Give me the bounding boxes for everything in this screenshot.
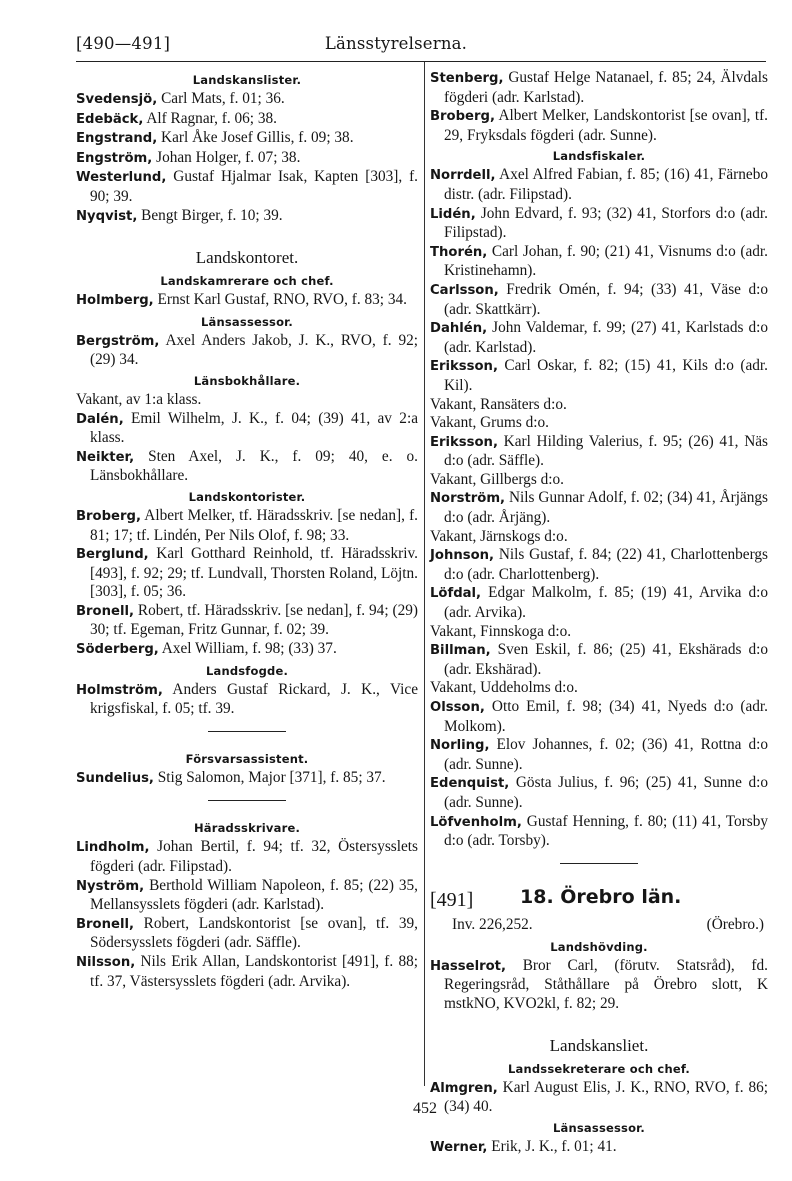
person-surname: Norling, — [430, 738, 490, 754]
section-heading: Landskanslister. — [192, 73, 302, 87]
person-entry — [430, 281, 768, 319]
person-surname: Engstrand, — [76, 131, 158, 147]
person-surname: Billman, — [430, 643, 491, 659]
person-surname: Westerlund, — [76, 170, 167, 186]
person-surname: Broberg, — [430, 109, 495, 125]
entry-text: Bengt Birger, f. 10; 39. — [137, 206, 283, 224]
section-heading: Landsfiskaler. — [552, 149, 646, 164]
person-entry — [430, 396, 768, 415]
entry-text: Stig Salomon, Major [371], f. 85; 37. — [153, 768, 386, 786]
entry-text: Vakant, Gillbergs d:o. — [430, 470, 564, 488]
entry-text: Edgar Malkolm, f. 85; (19) 41, Arvika d:o (adr. Arvika). — [444, 584, 768, 622]
entry-text: Vakant, Ransäters d:o. — [430, 395, 567, 413]
person-entry — [430, 107, 768, 145]
person-entry — [430, 528, 768, 547]
person-surname: Broberg, — [76, 508, 141, 524]
entry-text: Erik, J. K., f. 01; 41. — [487, 1137, 617, 1155]
person-entry — [430, 489, 768, 527]
entry-text: Vakant, Uddeholms d:o. — [430, 679, 578, 697]
entry-text: Robert, tf. Häradsskriv. [se nedan], f. 94; (29) 30; tf. Egeman, Fritz Gunnar, f. 02; 39. — [90, 601, 418, 639]
person-entry — [430, 584, 768, 622]
person-surname: Nyström, — [76, 878, 145, 894]
person-surname: Johnson, — [430, 548, 495, 564]
person-surname: Söderberg, — [76, 642, 159, 658]
person-surname: Nyqvist, — [76, 208, 138, 224]
entry-text: Bror Carl, (förutv. Statsråd), fd. Regeringsråd, Ståthållare på Örebro slott, K mstkNO, KVO2kl, f. 82; 29. — [444, 956, 768, 1012]
left-column — [76, 69, 418, 991]
entry-text: John Edvard, f. 93; (32) 41, Storfors d:o (adr. Filipstad). — [444, 204, 768, 242]
county-page-ref: [491] — [430, 888, 474, 911]
person-surname: Dahlén, — [430, 321, 488, 337]
entry-text: Albert Melker, Landskontorist [se ovan], tf. 29, Fryksdals fögderi (adr. Sunne). — [444, 107, 768, 144]
entry-text: Axel Anders Jakob, J. K., RVO, f. 92; (29) 34. — [90, 331, 418, 369]
entry-text: Vakant, Finnskoga d:o. — [430, 622, 572, 640]
entry-text: Ernst Karl Gustaf, RNO, RVO, f. 83; 34. — [153, 291, 407, 309]
column-divider — [424, 62, 425, 1086]
entry-text: Vakant, Järnskogs d:o. — [430, 527, 568, 545]
entry-text: Anders Gustaf Rickard, J. K., Vice krigsfiskal, f. 05; tf. 39. — [90, 680, 418, 718]
person-entry — [76, 507, 418, 545]
entry-text: Berthold William Napoleon, f. 85; (22) 35, Mellansysslets fögderi (adr. Karlstad). — [90, 876, 418, 914]
entry-text: Nils Erik Allan, Landskontorist [491], f. 88; tf. 37, Västersysslets fögderi (adr. Arvika). — [90, 953, 418, 990]
person-entry — [76, 168, 418, 206]
entry-text: Otto Emil, f. 98; (34) 41, Nyeds d:o (adr. Molkom). — [444, 698, 768, 735]
section-heading: Länsbokhållare. — [193, 373, 301, 388]
county-population — [430, 916, 768, 936]
person-entry — [76, 877, 418, 915]
person-surname: Bergström, — [76, 333, 160, 349]
entry-text: Emil Wilhelm, J. K., f. 04; (39) 41, av 2:a klass. — [90, 409, 418, 447]
person-entry — [430, 1138, 768, 1158]
section-heading: Landsfogde. — [205, 663, 289, 678]
person-surname: Bronell, — [76, 603, 134, 619]
county-title: 18. Örebro län. — [520, 885, 682, 908]
person-entry — [76, 391, 418, 410]
person-entry — [76, 915, 418, 953]
person-surname: Lindholm, — [76, 840, 150, 856]
section-rule — [560, 863, 638, 864]
person-entry — [76, 953, 418, 991]
entry-text: Gustaf Helge Natanael, f. 85; 24, Älvdals fögderi (adr. Karlstad). — [444, 69, 768, 106]
entry-text: Elov Johannes, f. 02; (36) 41, Rottna d:o (adr. Sunne). — [444, 736, 768, 773]
entry-text: Axel Alfred Fabian, f. 85; (16) 41, Färnebo distr. (adr. Filipstad). — [444, 166, 768, 203]
section-heading: Landshövding. — [550, 939, 648, 954]
person-surname: Sundelius, — [76, 770, 154, 786]
person-entry — [430, 957, 768, 1014]
entry-text: Johan Bertil, f. 94; tf. 32, Östersysslets fögderi (adr. Filipstad). — [90, 838, 418, 876]
person-surname: Thorén, — [430, 244, 488, 260]
page-number: 452 — [413, 1100, 437, 1117]
section-rule — [208, 800, 286, 801]
person-entry — [76, 149, 418, 169]
person-surname: Almgren, — [430, 1080, 498, 1096]
person-entry — [430, 357, 768, 395]
office-heading: Landskontoret. — [195, 248, 299, 268]
person-surname: Löfvenholm, — [430, 814, 522, 830]
person-surname: Olsson, — [430, 700, 485, 715]
section-rule — [208, 731, 286, 732]
entry-text: John Valdemar, f. 99; (27) 41, Karlstads d:o (adr. Karlstad). — [444, 319, 768, 356]
person-surname: Eriksson, — [430, 434, 498, 450]
section-heading: Häradsskrivare. — [193, 821, 301, 836]
entry-text: Albert Melker, tf. Häradsskriv. [se nedan], f. 81; 17; tf. Lindén, Per Nils Olof, f. 98; 33. — [90, 506, 418, 544]
section-heading: Landskontorister. — [188, 489, 306, 504]
entry-text: Sven Eskil, f. 86; (25) 41, Ekshärads d:o (adr. Ekshärad). — [444, 641, 768, 678]
person-surname: Neikter, — [76, 449, 135, 465]
person-entry — [430, 414, 768, 433]
person-entry — [430, 433, 768, 471]
entry-text: Johan Holger, f. 07; 38. — [152, 148, 301, 166]
person-surname: Norrdell, — [430, 168, 496, 184]
person-entry — [76, 410, 418, 448]
entry-text: Carl Mats, f. 01; 36. — [157, 90, 285, 107]
person-entry — [76, 207, 418, 227]
section-heading: Länsassessor. — [553, 1120, 645, 1135]
person-surname: Edenquist, — [430, 776, 510, 792]
entry-text: Carl Oskar, f. 82; (15) 41, Kils d:o (adr. Kil). — [444, 357, 768, 394]
person-surname: Engström, — [76, 150, 153, 166]
entry-text: Gustaf Hjalmar Isak, Kapten [303], f. 90; 39. — [90, 168, 418, 205]
entry-text: Fredrik Omén, f. 94; (33) 41, Väse d:o (adr. Skattkärr). — [444, 280, 768, 318]
person-entry — [430, 166, 768, 204]
entry-text: Sten Axel, J. K., f. 09; 40, e. o. Länsbokhållare. — [90, 447, 418, 485]
entry-text: Nils Gunnar Adolf, f. 02; (34) 41, Årjängs d:o (adr. Årjäng). — [444, 489, 768, 527]
county-seat: (Örebro.) — [706, 915, 764, 933]
person-surname: Dalén, — [76, 411, 124, 427]
population-count: Inv. 226,252. — [452, 915, 533, 933]
person-entry — [76, 90, 418, 110]
person-surname: Svedensjö, — [76, 92, 158, 107]
entry-text: Gustaf Henning, f. 80; (11) 41, Torsby d:o (adr. Torsby). — [444, 812, 768, 850]
person-entry — [76, 602, 418, 640]
person-entry — [430, 736, 768, 774]
entry-text: Robert, Landskontorist [se ovan], tf. 39, Södersysslets fögderi (adr. Säffle). — [90, 914, 418, 952]
person-surname: Lidén, — [430, 206, 476, 222]
section-heading: Landskamrerare och chef. — [160, 274, 334, 289]
person-entry — [76, 448, 418, 486]
person-entry — [430, 813, 768, 851]
person-entry — [430, 774, 768, 812]
person-entry — [430, 471, 768, 490]
section-heading: Försvarsassistent. — [185, 751, 309, 766]
person-entry — [76, 545, 418, 602]
person-surname: Edebäck, — [76, 111, 144, 127]
person-entry — [430, 679, 768, 698]
person-entry — [430, 69, 768, 107]
running-title: Länsstyrelserna. — [324, 34, 468, 53]
person-entry — [76, 681, 418, 719]
person-entry — [430, 623, 768, 642]
page-range: [490—491] — [76, 34, 171, 53]
entry-text: Axel William, f. 98; (33) 37. — [158, 640, 337, 658]
office-heading: Landskansliet. — [549, 1035, 649, 1055]
person-entry — [76, 110, 418, 130]
person-entry — [430, 546, 768, 584]
person-entry — [76, 129, 418, 149]
person-surname: Hasselrot, — [430, 958, 506, 974]
person-entry — [430, 698, 768, 736]
section-heading: Länsassessor. — [201, 314, 293, 329]
person-entry — [430, 319, 768, 357]
header-rule — [76, 61, 766, 62]
entry-text: Karl Åke Josef Gillis, f. 09; 38. — [157, 129, 354, 147]
person-entry — [76, 332, 418, 370]
person-surname: Löfdal, — [430, 586, 482, 602]
person-surname: Werner, — [430, 1139, 488, 1155]
person-surname: Eriksson, — [430, 359, 498, 375]
entry-text: Karl Hilding Valerius, f. 95; (26) 41, Näs d:o (adr. Säffle). — [444, 432, 768, 470]
entry-text: Karl Gotthard Reinhold, tf. Häradsskriv. [493], f. 92; 29; tf. Lundvall, Thorsten Roland, Löjtn. [303], f. 05; 36. — [90, 545, 418, 601]
right-column — [430, 69, 768, 1157]
person-surname: Berglund, — [76, 547, 149, 563]
person-surname: Carlsson, — [430, 282, 499, 298]
person-entry — [430, 205, 768, 243]
person-surname: Holmström, — [76, 682, 163, 698]
person-surname: Bronell, — [76, 916, 134, 932]
entry-text: Vakant, Grums d:o. — [430, 414, 549, 432]
entry-text: Carl Johan, f. 90; (21) 41, Visnums d:o (adr. Kristinehamn). — [444, 242, 768, 280]
person-entry — [76, 769, 418, 789]
person-entry — [430, 641, 768, 679]
entry-text: Gösta Julius, f. 96; (25) 41, Sunne d:o (adr. Sunne). — [444, 774, 768, 811]
entry-text: Alf Ragnar, f. 06; 38. — [143, 109, 277, 127]
entry-text: Karl August Elis, J. K., RNO, RVO, f. 86; (34) 40. — [444, 1078, 768, 1116]
person-entry — [76, 640, 418, 660]
person-surname: Norström, — [430, 491, 506, 507]
person-entry — [430, 243, 768, 281]
person-surname: Holmberg, — [76, 293, 154, 309]
person-surname: Nilsson, — [76, 955, 136, 970]
person-surname: Stenberg, — [430, 71, 504, 86]
county-header — [430, 884, 768, 916]
person-entry — [76, 838, 418, 876]
entry-text: Vakant, av 1:a klass. — [76, 390, 202, 408]
section-heading: Landssekreterare och chef. — [508, 1061, 690, 1076]
person-entry — [76, 291, 418, 311]
entry-text: Nils Gustaf, f. 84; (22) 41, Charlottenbergs d:o (adr. Charlottenberg). — [444, 546, 768, 583]
